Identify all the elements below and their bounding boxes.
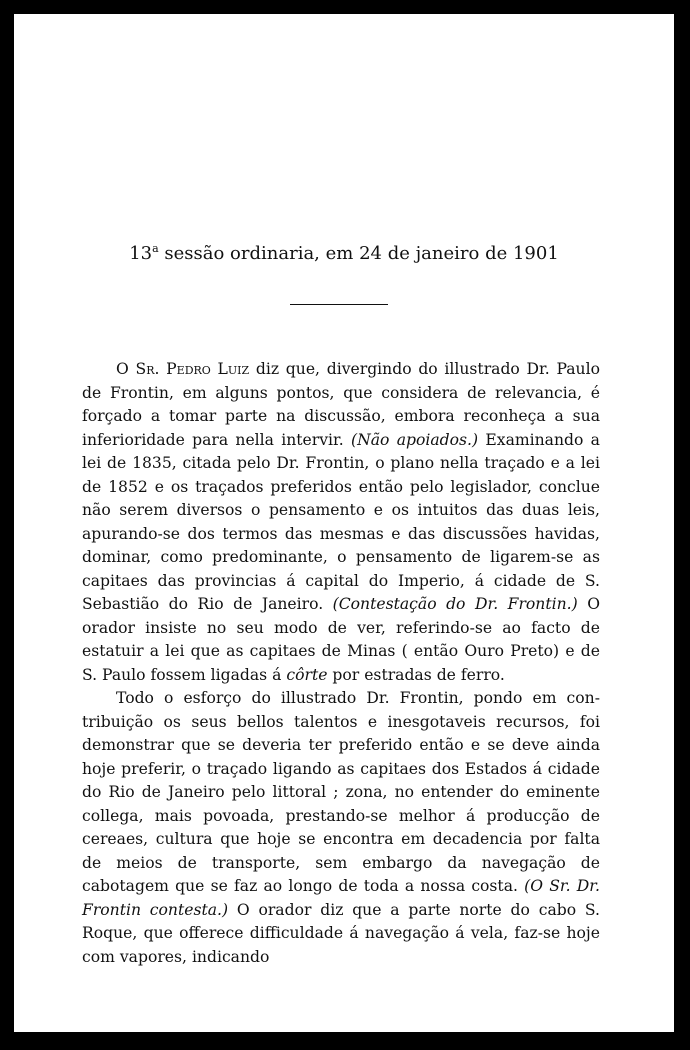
italic-aside: (O Sr. Dr. Frontin contesta.) xyxy=(82,877,600,919)
text-run: diz que, divergindo do illustrado Dr. Paulo de Frontin, em alguns pontos, que considera de relevancia, é forçado a tomar parte na discussão, embora reconheça a sua inferioridade para nella intervir. xyxy=(82,360,600,449)
text-run: O orador diz que a parte norte do cabo S. Roque, que offerece difficuldade á navegação á vela, faz-se hoje com vapores, indicando xyxy=(82,900,601,966)
ordinal-superscript: a xyxy=(152,242,159,255)
text-run: O xyxy=(116,360,136,378)
paragraph xyxy=(82,358,600,687)
text-run: Examinando a lei de 1835, citada pelo Dr. Frontin, o plano nella traçado e a lei de 1852 e os traçados preferidos então pelo legislador, conclue não serem diversos o pensamento e os intuitos das duas leis, apurando-se dos termos das mesmas e das discussões havidas, dominar, como predominante, o pensamento de ligarem-se as capitaes das provincias á capital do Imperio, á cidade de S. Sebastião do Rio de Janeiro. xyxy=(82,430,600,613)
text-run: Todo o esforço do illustrado Dr. Frontin, pondo em contribuição os seus bellos talentos e inesgotaveis recursos, foi demonstrar que se deveria ter preferido então e se deve ainda hoje preferir, o traçado ligando as capitaes dos Estados á cidade do Rio de Janeiro pelo littoral ; zona, no entender do eminente collega, mais povoada, prestando-se melhor á producção de cereaes, cultura que hoje se encontra em decadencia por falta de meios de transporte, sem embargo da navegação de cabotagem que se faz ao longo de toda a nossa costa. xyxy=(82,689,600,895)
text-run: O orador insiste no seu modo de ver, referindo-se ao facto de estatuir a lei que as capitaes de Minas ( então Ouro Preto) e de S. Paulo fossem ligadas á xyxy=(82,595,600,684)
text-run: por estradas de ferro. xyxy=(327,665,505,684)
separator-rule xyxy=(290,304,388,305)
speaker-name: Sr. Pedro Luiz xyxy=(135,360,250,378)
italic-aside: (Não apoiados.) xyxy=(351,430,479,449)
italic-aside: côrte xyxy=(286,665,328,684)
paragraph xyxy=(82,687,600,969)
session-title: sessão ordinaria, em 24 de janeiro de 1901 xyxy=(158,243,559,264)
session-heading xyxy=(14,242,674,264)
session-number: 13 xyxy=(129,243,153,264)
document-page xyxy=(14,14,674,1032)
italic-aside: (Contestação do Dr. Frontin.) xyxy=(332,595,578,613)
body-text xyxy=(82,358,600,969)
